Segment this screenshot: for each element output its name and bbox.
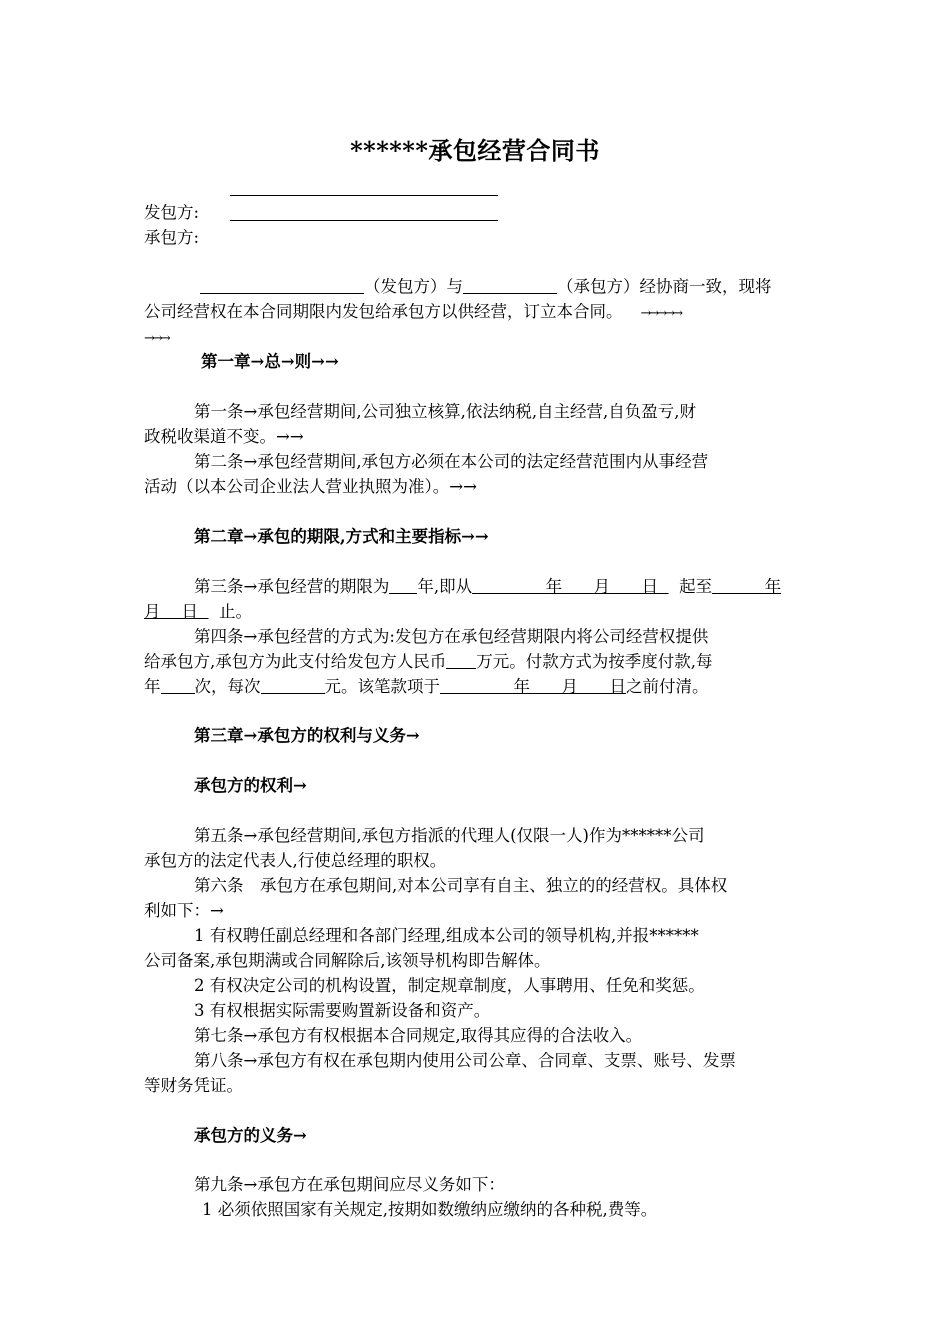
article-5-line-1: 第五条→承包经营期间,承包方指派的代理人(仅限一人)作为******公司 — [194, 826, 705, 845]
blank — [161, 675, 195, 694]
payment-date: 年 月 日 — [513, 677, 626, 696]
right-2: 2 有权决定公司的机构设置，制定规章制度，人事聘用、任免和奖惩。 — [194, 976, 705, 995]
article-5-line-2: 承包方的法定代表人,行使总经理的职权。 — [144, 851, 447, 870]
end-date-year: 年 — [764, 577, 782, 596]
duties-heading: 承包方的义务→ — [194, 1126, 307, 1145]
article-2-line-1: 第二条→承包经营期间,承包方必须在本公司的法定经营范围内从事经营 — [194, 452, 709, 471]
blank — [389, 575, 417, 594]
article-1-line-1: 第一条→承包经营期间,公司独立核算,依法纳税,自主经营,自负盈亏,财 — [194, 402, 697, 421]
article-4-year: 年 — [144, 677, 161, 696]
article-4-text-b: 万元。付款方式为按季度付款,每 — [476, 652, 713, 671]
article-4-text-e: 之前付清。 — [626, 677, 709, 696]
intro-part2: （承包方）经协商一致，现将 — [557, 277, 772, 296]
article-2-line-2: 活动（以本公司企业法人营业执照为准）。→→ — [144, 477, 477, 496]
article-9: 第九条→承包方在承包期间应尽义务如下： — [194, 1175, 505, 1194]
contractor-label: 发包方: — [144, 203, 200, 222]
intro-line-3 — [144, 324, 808, 351]
intro-line-2 — [144, 299, 808, 326]
duty-1: 1 必须依照国家有关规定,按期如数缴纳应缴纳的各种税,费等。 — [202, 1200, 658, 1219]
intro-line2-text: 公司经营权在本合同期限内发包给承包方以供经营，订立本合同。 — [144, 302, 623, 321]
right-1-line-1: 1 有权聘任副总经理和各部门经理,组成本公司的领导机构,并报****** — [194, 926, 699, 945]
article-6-line-1: 第六条 承包方在承包期间,对本公司享有自主、独立的的经营权。具体权 — [194, 876, 728, 895]
chapter-2-heading: 第二章→承包的期限,方式和主要指标→→ — [194, 527, 489, 546]
article-3-text-b: 年,即从 — [417, 577, 473, 596]
article-1-line-2: 政税收渠道不变。→→ — [144, 427, 304, 446]
article-6-line-2: 利如下：→ — [144, 901, 224, 920]
article-4-line-1: 第四条→承包经营的方式为:发包方在承包经营期限内将公司经营权提供 — [194, 627, 709, 646]
chapter-1-heading: 第一章→总→则→→ — [201, 352, 339, 371]
article-3-text-a: 第三条→承包经营的期限为 — [194, 577, 390, 596]
article-4-text-c: 次，每次 — [194, 677, 261, 696]
chapter-3-heading: 第三章→承包方的权利与义务→ — [194, 726, 420, 745]
article-4-line-3 — [144, 674, 808, 699]
article-4-text-d: 元。该笔款项于 — [324, 677, 440, 696]
right-3: 3 有权根据实际需要购置新设备和资产。 — [194, 1001, 491, 1020]
article-4-text-a: 给承包方,承包方为此支付给发包方人民币 — [144, 652, 447, 671]
arrow-marks: →→→ — [144, 331, 168, 346]
article-3-to: 起至 — [679, 577, 713, 596]
article-8-line-2: 等财务凭证。 — [144, 1076, 243, 1095]
document-title: ******承包经营合同书 — [350, 136, 600, 165]
intro-part1: （发包方）与 — [364, 277, 463, 296]
contractee-label: 承包方: — [144, 228, 200, 247]
contractee-blank — [230, 220, 498, 221]
end-date-month-day: 月 日 — [144, 602, 198, 621]
intro-line-1 — [144, 274, 808, 299]
article-3-end: 止。 — [219, 602, 252, 621]
article-3-line-2 — [144, 599, 808, 624]
contractor-blank — [230, 195, 498, 196]
blank — [463, 275, 557, 294]
arrow-marks: →→→→→ — [640, 306, 680, 321]
rights-heading: 承包方的权利→ — [194, 776, 307, 795]
article-3-line-1 — [194, 574, 808, 599]
right-1-line-2: 公司备案,承包期满或合同解除后,该领导机构即告解体。 — [144, 951, 551, 970]
blank — [261, 675, 325, 694]
blank — [446, 650, 476, 669]
start-date: 年 月 日 — [545, 577, 659, 596]
blank — [200, 275, 364, 294]
article-8-line-1: 第八条→承包方有权在承包期内使用公司公章、合同章、支票、账号、发票 — [194, 1051, 736, 1070]
article-4-line-2 — [144, 649, 808, 674]
article-7: 第七条→承包方有权根据本合同规定,取得其应得的合法收入。 — [194, 1026, 643, 1045]
